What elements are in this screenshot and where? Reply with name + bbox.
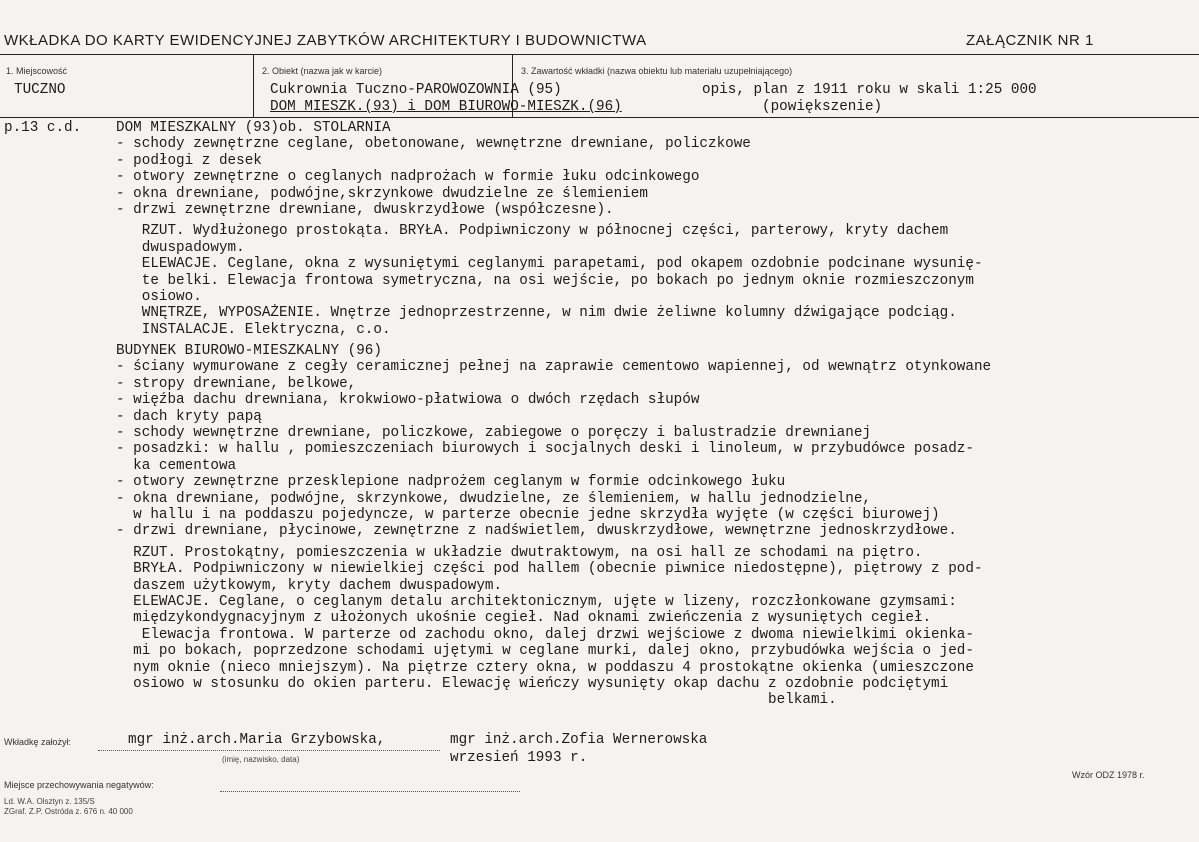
body-line: - dach kryty papą: [116, 408, 262, 425]
body-line: ka cementowa: [116, 457, 237, 474]
body-line: - schody wewnętrzne drewniane, policzkowe, zabiegowe o poręczy i balustradzie drewnianej: [116, 425, 871, 442]
body-line: RZUT. Wydłużonego prostokąta. BRYŁA. Podpiwniczony w północnej części, parterowy, kryty dachem: [116, 223, 949, 240]
body-line: - ściany wymurowane z cegły ceramicznej pełnej na zaprawie cementowo wapiennej, od wewnątrz otynkowane: [116, 359, 992, 376]
body-line: BRYŁA. Podpiwniczony w niewielkiej części pod hallem (obecnie piwnice niedostępne), piętrowy z pod-: [116, 561, 983, 578]
body-line: Elewacja frontowa. W parterze od zachodu okno, dalej drzwi wejściowe z dwoma niewielkimi okienka-: [116, 626, 974, 643]
field-2-label: 2. Obiekt (nazwa jak w karcie): [262, 66, 383, 76]
body-line: - drzwi drewniane, płycinowe, zewnętrzne z nadświetlem, dwuskrzydłowe, wewnętrzne jednoskrzydłowe.: [116, 523, 957, 540]
author-1: mgr inż.arch.Maria Grzybowska,: [128, 732, 386, 748]
field-divider-1: [253, 55, 254, 117]
body-line: osiowo w stosunku do okien parteru. Elewację wieńczy wysunięty okap dachu z ozdobnie podciętymi: [116, 675, 949, 692]
body-line: DOM MIESZKALNY (93)ob. STOLARNIA: [116, 120, 391, 136]
body-line: dwuspadowym.: [116, 239, 245, 256]
print-info-1: Ld. W.A. Olsztyn z. 135/S: [4, 797, 95, 806]
body-line: międzykondygnacyjnym z ułożonych ukośnie cegieł. Nad oknami zwieńczenia z wysuniętych cegieł.: [116, 610, 932, 627]
body-line: - posadzki: w hallu , pomieszczeniach biurowych i socjalnych deski i linoleum, w przybudówce posadz-: [116, 441, 974, 458]
body-line: belkami.: [116, 692, 837, 709]
body-line: daszem użytkowym, kryty dachem dwuspadowym.: [116, 577, 503, 594]
compilation-date: wrzesień 1993 r.: [450, 750, 588, 766]
field-1-label: 1. Miejscowość: [6, 66, 68, 76]
description-body: [116, 120, 1186, 709]
fields-bottom-divider: [0, 117, 1199, 118]
body-line: te belki. Elewacja frontowa symetryczna, na osi wejście, po bokach po jednym oknie rozmieszczonym: [116, 272, 974, 289]
signature-caption: (imię, nazwisko, data): [222, 755, 300, 764]
body-line: ELEWACJE. Ceglane, okna z wysuniętymi ceglanymi parapetami, pod okapem ozdobnie podcinane wysunię-: [116, 256, 983, 273]
field-2-line-2: DOM MIESZK.(93) i DOM BIUROWO-MIESZK.(96): [270, 99, 622, 115]
body-line: - podłogi z desek: [116, 152, 262, 169]
author-2: mgr inż.arch.Zofia Wernerowska: [450, 732, 708, 748]
page-reference: p.13 c.d.: [4, 120, 82, 136]
body-line: INSTALACJE. Elektryczna, c.o.: [116, 321, 391, 338]
form-reference: Wzór ODZ 1978 r.: [1072, 770, 1145, 780]
storage-line: [220, 791, 520, 792]
storage-label: Miejsce przechowywania negatywów:: [4, 780, 154, 790]
field-2-line-1: Cukrownia Tuczno-PAROWOZOWNIA (95): [270, 82, 562, 98]
body-line: - więźba dachu drewniana, krokwiowo-płatwiowa o dwóch rzędach słupów: [116, 392, 700, 409]
attachment-number: ZAŁĄCZNIK NR 1: [966, 32, 1094, 49]
body-line: BUDYNEK BIUROWO-MIESZKALNY (96): [116, 343, 382, 360]
print-info-2: ZGraf. Z.P. Ostróda z. 676 n. 40 000: [4, 807, 133, 816]
field-3-line-1: opis, plan z 1911 roku w skali 1:25 000: [702, 82, 1037, 98]
compiled-by-label: Wkładkę założył:: [4, 737, 72, 747]
body-line: WNĘTRZE, WYPOSAŻENIE. Wnętrze jednoprzestrzenne, w nim dwie żeliwne kolumny dźwigające podciąg.: [116, 305, 957, 322]
header-divider: [0, 54, 1199, 55]
body-line: - okna drewniane, podwójne,skrzynkowe dwudzielne ze ślemieniem: [116, 185, 648, 202]
body-line: - schody zewnętrzne ceglane, obetonowane, wewnętrzne drewniane, policzkowe: [116, 136, 751, 153]
body-line: ELEWACJE. Ceglane, o ceglanym detalu architektonicznym, ujęte w lizeny, rozczłonkowane gzymsami:: [116, 593, 957, 610]
field-1-value: TUCZNO: [14, 82, 66, 98]
body-line: - stropy drewniane, belkowe,: [116, 375, 357, 392]
body-line: - otwory zewnętrzne o ceglanych nadprożach w formie łuku odcinkowego: [116, 169, 700, 186]
body-line: osiowo.: [116, 288, 202, 305]
body-line: mi po bokach, poprzedzone schodami ujętymi w ceglane murki, dalej okno, przybudówka wejścia o jed-: [116, 643, 974, 660]
field-3-label: 3. Zawartość wkładki (nazwa obiektu lub materiału uzupełniającego): [521, 66, 793, 76]
field-3-line-2: (powiększenie): [762, 99, 883, 115]
body-line: nym oknie (nieco mniejszym). Na piętrze cztery okna, w poddaszu 4 prostokątne okienka (umieszczone: [116, 659, 974, 676]
body-line: w hallu i na poddaszu pojedyncze, w parterze obecnie jedne skrzydła wyjęte (w części biurowej): [116, 506, 940, 523]
form-title: WKŁADKA DO KARTY EWIDENCYJNEJ ZABYTKÓW ARCHITEKTURY I BUDOWNICTWA: [4, 32, 647, 49]
body-line: RZUT. Prostokątny, pomieszczenia w układzie dwutraktowym, na osi hall ze schodami na piętro.: [116, 544, 923, 561]
body-line: - otwory zewnętrzne przesklepione nadprożem ceglanym w formie odcinkowego łuku: [116, 474, 786, 491]
body-line: - okna drewniane, podwójne, skrzynkowe, dwudzielne, ze ślemieniem, w hallu jednodzielne,: [116, 490, 871, 507]
body-line: - drzwi zewnętrzne drewniane, dwuskrzydłowe (współczesne).: [116, 201, 614, 218]
signature-line: [98, 750, 440, 751]
